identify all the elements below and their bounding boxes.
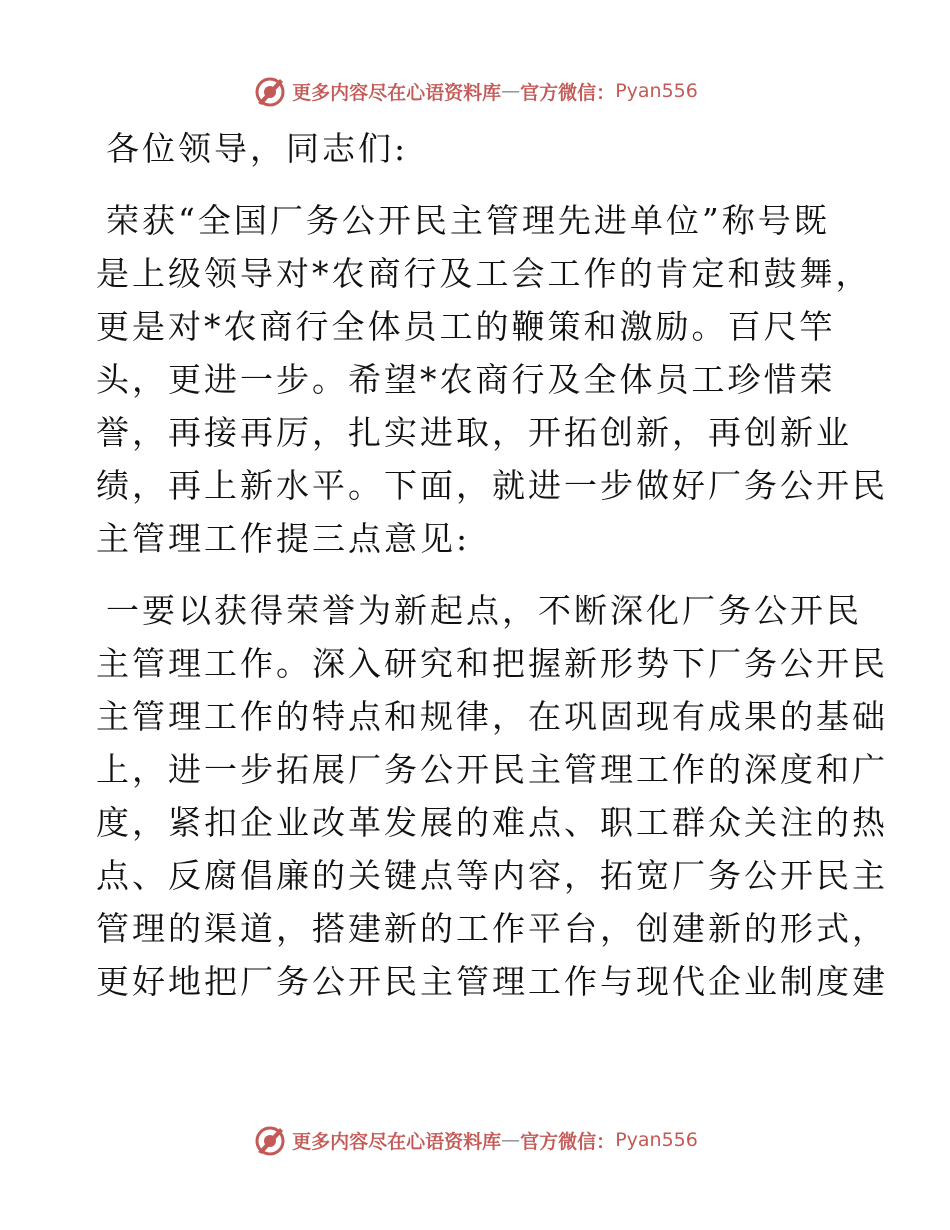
salutation-line: 各位领导，同志们:: [106, 129, 409, 168]
paragraph-2-line: 一要以获得荣誉为新起点，不断深化厂务公开民: [106, 591, 862, 630]
paragraph-2-line: 主管理工作的特点和规律，在巩固现有成果的基础: [96, 697, 888, 736]
header-watermark: [0, 71, 950, 111]
watermark-brand-text: 更多内容尽在心语资料库: [292, 1130, 502, 1153]
paragraph-1-line: 荣获“全国厂务公开民主管理先进单位”称号既: [106, 201, 830, 240]
document-body: [96, 122, 888, 1008]
watermark-wechat-label: 官方微信：: [520, 81, 616, 104]
paragraph-2-line: 点、反腐倡廉的关键点等内容，拓宽厂务公开民主: [96, 856, 888, 895]
watermark-wechat-label: 官方微信：: [520, 1130, 616, 1153]
paragraph-2-line: 主管理工作。深入研究和把握新形势下厂务公开民: [96, 644, 888, 683]
brand-logo-icon: [252, 73, 288, 109]
paragraph-1-line: 主管理工作提三点意见:: [96, 519, 471, 558]
paragraph-2: [96, 584, 888, 1008]
paragraph-2-line: 度，紧扣企业改革发展的难点、职工群众关注的热: [96, 803, 888, 842]
watermark-wechat-id: Pyan556: [615, 80, 698, 102]
paragraph-1-line: 誉，再接再厉，扎实进取，开拓创新，再创新业: [96, 413, 852, 452]
watermark-brand-text: 更多内容尽在心语资料库: [292, 81, 502, 104]
watermark-wechat-id: Pyan556: [615, 1129, 698, 1151]
paragraph-2-line: 管理的渠道，搭建新的工作平台，创建新的形式，: [96, 909, 888, 948]
paragraph-1-line: 绩，再上新水平。下面，就进一步做好厂务公开民: [96, 466, 888, 505]
paragraph-1: [96, 194, 888, 565]
watermark-separator: —: [501, 80, 521, 102]
paragraph-1-line: 是上级领导对*农商行及工会工作的肯定和鼓舞，: [96, 254, 872, 293]
paragraph-1-line: 头，更进一步。希望*农商行及全体员工珍惜荣: [96, 360, 836, 399]
footer-watermark: [0, 1120, 950, 1160]
paragraph-2-line: 更好地把厂务公开民主管理工作与现代企业制度建: [96, 962, 888, 1001]
brand-logo-icon: [252, 1122, 288, 1158]
paragraph-1-line: 更是对*农商行全体员工的鞭策和激励。百尺竿: [96, 307, 836, 346]
salutation: [96, 122, 856, 175]
paragraph-2-line: 上，进一步拓展厂务公开民主管理工作的深度和广: [96, 750, 888, 789]
watermark-separator: —: [501, 1129, 521, 1151]
